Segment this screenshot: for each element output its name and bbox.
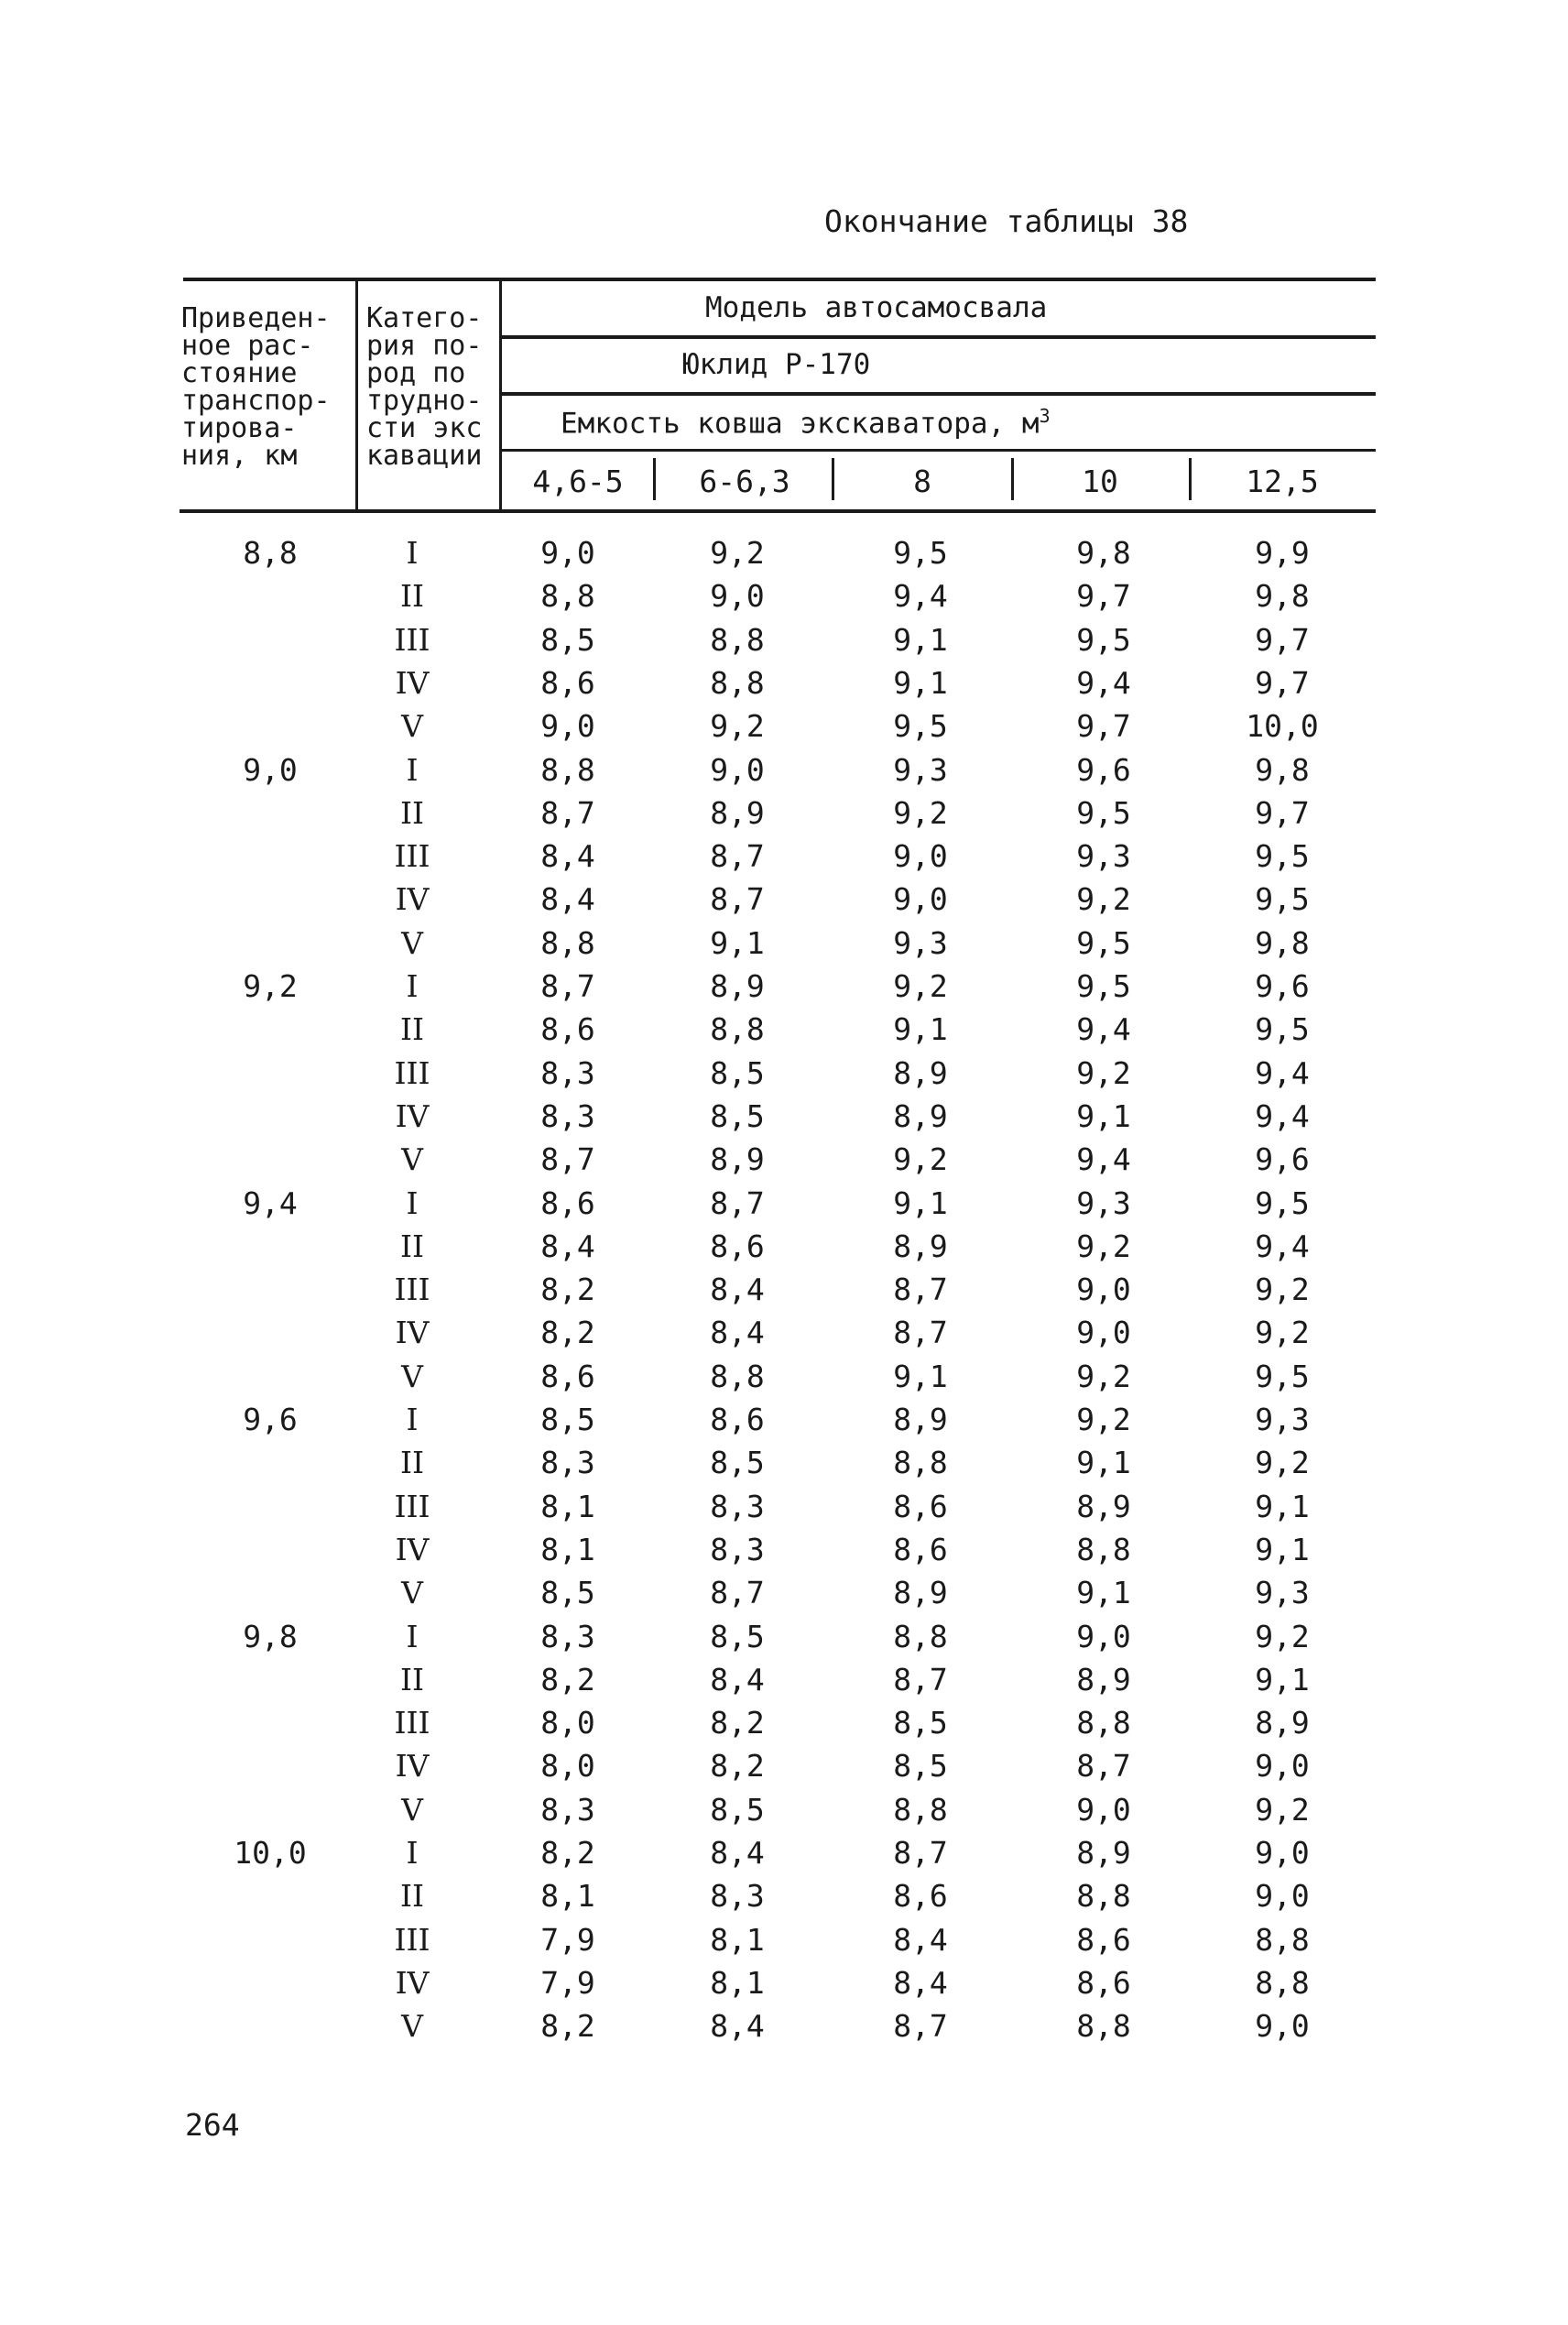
value-cell: 8,2 bbox=[540, 1315, 595, 1351]
value-cell: 9,3 bbox=[1255, 1575, 1310, 1611]
category-cell: II bbox=[399, 1445, 425, 1481]
header-capacity-2: 6-6,3 bbox=[699, 464, 790, 499]
value-cell: 8,5 bbox=[710, 1445, 765, 1481]
value-cell: 9,2 bbox=[1255, 1272, 1310, 1308]
value-cell: 8,7 bbox=[893, 1315, 948, 1351]
value-cell: 8,8 bbox=[1076, 1705, 1131, 1741]
table-row bbox=[0, 1311, 1568, 1354]
value-cell: 8,8 bbox=[540, 578, 595, 615]
category-cell: IV bbox=[395, 1315, 430, 1351]
value-cell: 9,1 bbox=[1255, 1488, 1310, 1524]
header-capacity-3: 8 bbox=[913, 464, 931, 499]
value-cell: 8,8 bbox=[540, 924, 595, 961]
header-divider-1 bbox=[355, 281, 358, 509]
category-cell: V bbox=[401, 1791, 423, 1828]
value-cell: 8,9 bbox=[1076, 1661, 1131, 1697]
value-cell: 8,4 bbox=[710, 1661, 765, 1697]
value-cell: 9,5 bbox=[893, 535, 948, 571]
value-cell: 8,8 bbox=[1255, 1921, 1310, 1958]
value-cell: 8,4 bbox=[710, 1315, 765, 1351]
value-cell: 8,4 bbox=[540, 881, 595, 918]
header-divider-2 bbox=[499, 281, 502, 509]
value-cell: 8,8 bbox=[1076, 2008, 1131, 2045]
table-row bbox=[0, 1225, 1568, 1268]
value-cell: 8,9 bbox=[1255, 1705, 1310, 1741]
category-cell: III bbox=[394, 838, 430, 875]
value-cell: 8,3 bbox=[540, 1054, 595, 1091]
value-cell: 9,1 bbox=[893, 1184, 948, 1221]
header-capacity-label: Емкость ковша экскаватора, $м^3$ bbox=[561, 405, 1051, 441]
value-cell: 8,9 bbox=[710, 1141, 765, 1178]
value-cell: 8,8 bbox=[893, 1618, 948, 1654]
category-cell: II bbox=[399, 1228, 425, 1264]
value-cell: 9,1 bbox=[893, 621, 948, 658]
value-cell: 9,2 bbox=[893, 794, 948, 831]
category-cell: II bbox=[399, 1878, 425, 1915]
value-cell: 9,0 bbox=[1255, 1748, 1310, 1785]
value-cell: 9,4 bbox=[1076, 1141, 1131, 1178]
value-cell: 8,7 bbox=[540, 1141, 595, 1178]
value-cell: 9,0 bbox=[1076, 1272, 1131, 1308]
value-cell: 9,9 bbox=[1255, 535, 1310, 571]
value-cell: 9,2 bbox=[1076, 1402, 1131, 1437]
table-row bbox=[0, 1744, 1568, 1787]
table-row bbox=[0, 1961, 1568, 2004]
value-cell: 8,6 bbox=[710, 1228, 765, 1264]
value-cell: 8,9 bbox=[1076, 1835, 1131, 1871]
header-bottom-rule bbox=[180, 509, 1376, 513]
header-capacity-5: 12,5 bbox=[1246, 464, 1319, 499]
value-cell: 8,6 bbox=[710, 1402, 765, 1437]
category-cell: IV bbox=[395, 1748, 430, 1785]
value-cell: 9,2 bbox=[1255, 1618, 1310, 1654]
value-cell: 9,5 bbox=[1255, 1358, 1310, 1394]
value-cell: 8,9 bbox=[893, 1575, 948, 1611]
category-cell: IV bbox=[395, 1531, 430, 1567]
value-cell: 9,0 bbox=[1076, 1315, 1131, 1351]
table-row bbox=[0, 1528, 1568, 1571]
table-row bbox=[0, 1355, 1568, 1398]
value-cell: 9,4 bbox=[1076, 664, 1131, 701]
value-cell: 8,3 bbox=[540, 1791, 595, 1828]
value-cell: 9,4 bbox=[1076, 1011, 1131, 1048]
value-cell: 8,7 bbox=[710, 1575, 765, 1611]
category-cell: II bbox=[399, 1661, 425, 1697]
value-cell: 9,7 bbox=[1076, 578, 1131, 615]
header-top-rule bbox=[183, 278, 1376, 281]
value-cell: 9,0 bbox=[540, 708, 595, 745]
value-cell: 8,6 bbox=[893, 1488, 948, 1524]
value-cell: 9,0 bbox=[540, 535, 595, 571]
table-row bbox=[0, 531, 1568, 574]
category-cell: I bbox=[406, 1618, 419, 1654]
value-cell: 9,1 bbox=[1255, 1531, 1310, 1567]
value-cell: 9,2 bbox=[710, 708, 765, 745]
value-cell: 8,8 bbox=[710, 621, 765, 658]
category-cell: I bbox=[406, 535, 419, 571]
value-cell: 8,5 bbox=[893, 1705, 948, 1741]
value-cell: 10,0 bbox=[1246, 708, 1319, 745]
value-cell: 8,7 bbox=[893, 1272, 948, 1308]
value-cell: 8,8 bbox=[710, 1358, 765, 1394]
category-cell: I bbox=[406, 1402, 419, 1437]
value-cell: 8,6 bbox=[1076, 1964, 1131, 2001]
value-cell: 8,1 bbox=[710, 1964, 765, 2001]
value-cell: 8,8 bbox=[893, 1445, 948, 1481]
value-cell: 8,8 bbox=[710, 1011, 765, 1048]
value-cell: 8,1 bbox=[540, 1878, 595, 1915]
distance-cell: 9,4 bbox=[243, 1184, 298, 1221]
category-cell: III bbox=[394, 1488, 430, 1524]
value-cell: 8,5 bbox=[710, 1791, 765, 1828]
value-cell: 8,1 bbox=[540, 1488, 595, 1524]
value-cell: 9,1 bbox=[1076, 1575, 1131, 1611]
category-cell: III bbox=[394, 1272, 430, 1308]
category-cell: IV bbox=[395, 1097, 430, 1134]
value-cell: 8,4 bbox=[893, 1964, 948, 2001]
value-cell: 8,7 bbox=[710, 881, 765, 918]
category-cell: III bbox=[394, 621, 430, 658]
value-cell: 8,5 bbox=[893, 1748, 948, 1785]
value-cell: 9,2 bbox=[1255, 1315, 1310, 1351]
table-row bbox=[0, 661, 1568, 704]
value-cell: 8,8 bbox=[710, 664, 765, 701]
value-cell: 9,3 bbox=[893, 924, 948, 961]
category-cell: II bbox=[399, 1011, 425, 1048]
value-cell: 9,3 bbox=[1076, 1184, 1131, 1221]
value-cell: 8,7 bbox=[893, 2008, 948, 2045]
capacity-divider-1 bbox=[653, 458, 656, 500]
value-cell: 9,1 bbox=[893, 1011, 948, 1048]
value-cell: 8,5 bbox=[540, 1575, 595, 1611]
value-cell: 8,3 bbox=[540, 1097, 595, 1134]
value-cell: 9,6 bbox=[1255, 968, 1310, 1004]
header-model-name: Юклид Р-170 bbox=[682, 348, 871, 381]
value-cell: 8,8 bbox=[1076, 1531, 1131, 1567]
value-cell: 9,0 bbox=[893, 881, 948, 918]
table-row bbox=[0, 1918, 1568, 1961]
value-cell: 8,5 bbox=[710, 1618, 765, 1654]
value-cell: 9,3 bbox=[893, 751, 948, 788]
value-cell: 9,1 bbox=[893, 664, 948, 701]
value-cell: 9,7 bbox=[1076, 708, 1131, 745]
table-row bbox=[0, 1095, 1568, 1138]
value-cell: 9,2 bbox=[1076, 1054, 1131, 1091]
value-cell: 8,9 bbox=[893, 1228, 948, 1264]
value-cell: 8,9 bbox=[710, 794, 765, 831]
category-cell: II bbox=[399, 794, 425, 831]
value-cell: 8,9 bbox=[893, 1097, 948, 1134]
distance-cell: 9,8 bbox=[243, 1618, 298, 1654]
table-row bbox=[0, 1138, 1568, 1181]
table-row bbox=[0, 835, 1568, 878]
category-cell: V bbox=[401, 708, 423, 745]
value-cell: 9,0 bbox=[1076, 1618, 1131, 1654]
value-cell: 9,4 bbox=[1255, 1097, 1310, 1134]
value-cell: 8,8 bbox=[1255, 1964, 1310, 2001]
value-cell: 8,6 bbox=[1076, 1921, 1131, 1958]
value-cell: 9,1 bbox=[893, 1358, 948, 1394]
value-cell: 8,2 bbox=[710, 1705, 765, 1741]
table-row bbox=[0, 878, 1568, 921]
category-cell: IV bbox=[395, 1964, 430, 2001]
value-cell: 8,7 bbox=[1076, 1748, 1131, 1785]
value-cell: 9,0 bbox=[1255, 2008, 1310, 2045]
table-row bbox=[0, 1268, 1568, 1311]
value-cell: 8,2 bbox=[540, 1661, 595, 1697]
value-cell: 8,4 bbox=[710, 1272, 765, 1308]
value-cell: 9,2 bbox=[1255, 1445, 1310, 1481]
value-cell: 9,5 bbox=[893, 708, 948, 745]
table-row bbox=[0, 1182, 1568, 1225]
value-cell: 9,2 bbox=[1076, 881, 1131, 918]
value-cell: 8,5 bbox=[710, 1054, 765, 1091]
value-cell: 8,4 bbox=[893, 1921, 948, 1958]
value-cell: 7,9 bbox=[540, 1921, 595, 1958]
table-row bbox=[0, 1874, 1568, 1917]
header-capacity-rule bbox=[502, 449, 1376, 452]
value-cell: 9,0 bbox=[710, 578, 765, 615]
value-cell: 8,9 bbox=[710, 968, 765, 1004]
value-cell: 9,6 bbox=[1076, 751, 1131, 788]
value-cell: 9,2 bbox=[710, 535, 765, 571]
table-row bbox=[0, 922, 1568, 965]
value-cell: 9,5 bbox=[1076, 924, 1131, 961]
value-cell: 8,7 bbox=[540, 794, 595, 831]
value-cell: 8,9 bbox=[1076, 1488, 1131, 1524]
value-cell: 8,6 bbox=[893, 1878, 948, 1915]
value-cell: 9,0 bbox=[1255, 1878, 1310, 1915]
value-cell: 9,4 bbox=[893, 578, 948, 615]
value-cell: 8,8 bbox=[540, 751, 595, 788]
table-row bbox=[0, 1008, 1568, 1051]
table-row bbox=[0, 791, 1568, 835]
value-cell: 9,0 bbox=[1255, 1835, 1310, 1871]
header-capacity-4: 10 bbox=[1082, 464, 1118, 499]
value-cell: 9,1 bbox=[710, 924, 765, 961]
value-cell: 9,5 bbox=[1255, 838, 1310, 875]
value-cell: 9,6 bbox=[1255, 1141, 1310, 1178]
header-model-rule bbox=[502, 335, 1376, 339]
value-cell: 8,4 bbox=[710, 2008, 765, 2045]
value-cell: 8,3 bbox=[540, 1618, 595, 1654]
value-cell: 8,7 bbox=[893, 1661, 948, 1697]
value-cell: 9,8 bbox=[1255, 751, 1310, 788]
value-cell: 9,0 bbox=[710, 751, 765, 788]
value-cell: 9,4 bbox=[1255, 1054, 1310, 1091]
value-cell: 8,3 bbox=[710, 1488, 765, 1524]
value-cell: 8,8 bbox=[893, 1791, 948, 1828]
value-cell: 9,5 bbox=[1255, 1184, 1310, 1221]
value-cell: 9,5 bbox=[1255, 881, 1310, 918]
table-row bbox=[0, 1615, 1568, 1658]
value-cell: 8,6 bbox=[540, 1358, 595, 1394]
category-cell: III bbox=[394, 1921, 430, 1958]
value-cell: 8,3 bbox=[540, 1445, 595, 1481]
value-cell: 8,6 bbox=[540, 664, 595, 701]
category-cell: V bbox=[401, 1358, 423, 1394]
value-cell: 8,1 bbox=[540, 1531, 595, 1567]
page-number: 264 bbox=[185, 2107, 240, 2143]
value-cell: 8,6 bbox=[540, 1011, 595, 1048]
value-cell: 8,4 bbox=[540, 838, 595, 875]
table-row bbox=[0, 1701, 1568, 1744]
category-cell: III bbox=[394, 1054, 430, 1091]
value-cell: 8,2 bbox=[540, 2008, 595, 2045]
value-cell: 8,4 bbox=[540, 1228, 595, 1264]
distance-cell: 9,2 bbox=[243, 968, 298, 1004]
distance-cell: 9,6 bbox=[243, 1402, 298, 1437]
value-cell: 9,2 bbox=[893, 968, 948, 1004]
value-cell: 8,6 bbox=[540, 1184, 595, 1221]
category-cell: I bbox=[406, 1184, 419, 1221]
value-cell: 8,9 bbox=[893, 1402, 948, 1437]
category-cell: V bbox=[401, 2008, 423, 2045]
value-cell: 9,2 bbox=[1076, 1358, 1131, 1394]
value-cell: 9,5 bbox=[1076, 968, 1131, 1004]
table-row bbox=[0, 618, 1568, 661]
value-cell: 8,5 bbox=[710, 1097, 765, 1134]
value-cell: 8,4 bbox=[710, 1835, 765, 1871]
value-cell: 8,3 bbox=[710, 1531, 765, 1567]
table-row bbox=[0, 1571, 1568, 1614]
table-row bbox=[0, 965, 1568, 1008]
value-cell: 8,3 bbox=[710, 1878, 765, 1915]
value-cell: 9,2 bbox=[1076, 1228, 1131, 1264]
value-cell: 8,9 bbox=[893, 1054, 948, 1091]
distance-cell: 10,0 bbox=[234, 1835, 307, 1871]
value-cell: 8,5 bbox=[540, 621, 595, 658]
header-capacity-1: 4,6-5 bbox=[532, 464, 624, 499]
value-cell: 9,8 bbox=[1076, 535, 1131, 571]
value-cell: 8,0 bbox=[540, 1748, 595, 1785]
value-cell: 8,7 bbox=[710, 838, 765, 875]
header-name-rule bbox=[502, 392, 1376, 396]
table-row bbox=[0, 574, 1568, 617]
value-cell: 8,8 bbox=[1076, 1878, 1131, 1915]
value-cell: 9,5 bbox=[1255, 1011, 1310, 1048]
value-cell: 8,2 bbox=[710, 1748, 765, 1785]
table-row bbox=[0, 1052, 1568, 1095]
capacity-divider-2 bbox=[832, 458, 834, 500]
value-cell: 8,7 bbox=[710, 1184, 765, 1221]
value-cell: 9,5 bbox=[1076, 794, 1131, 831]
table-row bbox=[0, 1485, 1568, 1528]
value-cell: 8,0 bbox=[540, 1705, 595, 1741]
value-cell: 9,2 bbox=[1255, 1791, 1310, 1828]
table-row bbox=[0, 2004, 1568, 2047]
category-cell: IV bbox=[395, 664, 430, 701]
value-cell: 8,7 bbox=[540, 968, 595, 1004]
category-cell: V bbox=[401, 1575, 423, 1611]
table-row bbox=[0, 704, 1568, 748]
table-row bbox=[0, 1658, 1568, 1701]
value-cell: 9,7 bbox=[1255, 794, 1310, 831]
value-cell: 9,0 bbox=[1076, 1791, 1131, 1828]
category-cell: III bbox=[394, 1705, 430, 1741]
value-cell: 8,2 bbox=[540, 1272, 595, 1308]
value-cell: 9,7 bbox=[1255, 664, 1310, 701]
category-cell: V bbox=[401, 924, 423, 961]
table-row bbox=[0, 748, 1568, 791]
value-cell: 8,7 bbox=[893, 1835, 948, 1871]
value-cell: 8,6 bbox=[893, 1531, 948, 1567]
distance-cell: 9,0 bbox=[243, 751, 298, 788]
table-caption: Окончание таблицы 38 bbox=[824, 203, 1189, 239]
category-cell: I bbox=[406, 1835, 419, 1871]
value-cell: 9,1 bbox=[1255, 1661, 1310, 1697]
value-cell: 9,2 bbox=[893, 1141, 948, 1178]
table-row bbox=[0, 1788, 1568, 1831]
value-cell: 9,8 bbox=[1255, 578, 1310, 615]
category-cell: V bbox=[401, 1141, 423, 1178]
value-cell: 9,1 bbox=[1076, 1097, 1131, 1134]
table-row bbox=[0, 1441, 1568, 1484]
value-cell: 8,1 bbox=[710, 1921, 765, 1958]
value-cell: 8,2 bbox=[540, 1835, 595, 1871]
category-cell: I bbox=[406, 968, 419, 1004]
value-cell: 7,9 bbox=[540, 1964, 595, 2001]
value-cell: 9,7 bbox=[1255, 621, 1310, 658]
value-cell: 9,0 bbox=[893, 838, 948, 875]
category-cell: IV bbox=[395, 881, 430, 918]
value-cell: 9,4 bbox=[1255, 1228, 1310, 1264]
value-cell: 9,5 bbox=[1076, 621, 1131, 658]
table-row bbox=[0, 1831, 1568, 1874]
table-row bbox=[0, 1398, 1568, 1441]
category-cell: II bbox=[399, 578, 425, 615]
header-model-label: Модель автосамосвала bbox=[705, 291, 1048, 324]
value-cell: 8,5 bbox=[540, 1402, 595, 1437]
value-cell: 9,3 bbox=[1076, 838, 1131, 875]
value-cell: 9,8 bbox=[1255, 924, 1310, 961]
distance-cell: 8,8 bbox=[243, 535, 298, 571]
value-cell: 9,3 bbox=[1255, 1402, 1310, 1437]
value-cell: 9,1 bbox=[1076, 1445, 1131, 1481]
category-cell: I bbox=[406, 751, 419, 788]
